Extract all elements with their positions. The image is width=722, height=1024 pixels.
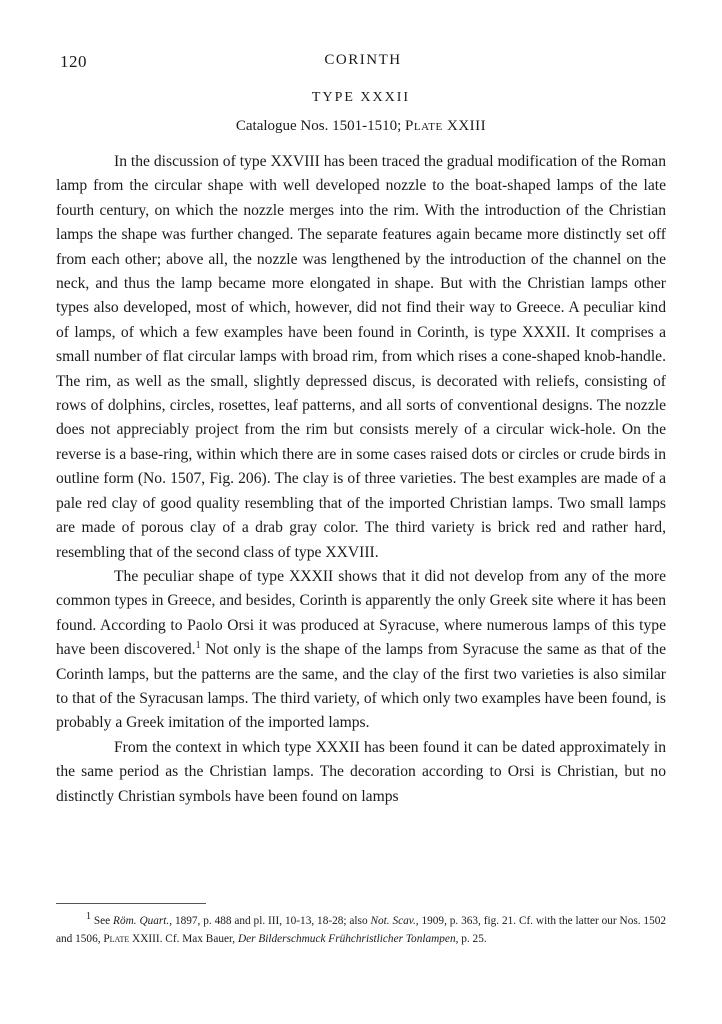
page-number: 120 [60,52,87,71]
running-title: CORINTH [324,52,402,68]
plate-reference: Plate XXIII [405,118,487,134]
footnote-plate-reference: Plate XXIII [103,933,160,945]
running-head [60,52,666,74]
catalogue-numbers: Catalogue Nos. 1501-1510; [235,118,406,134]
footnote-text-4: , p. 25. [455,933,487,945]
footnote-ref-rom-quart: Röm. Quart. [113,915,170,927]
body-text [56,150,666,809]
paragraph-3: From the context in which type XXXII has been found it can be dated approximately in the same period as the Christian lamps. The decoration according to Orsi is Christian, but no distinctly Christian symbols have been found on lamps [56,738,666,805]
catalogue-reference [0,118,722,135]
footnote-ref-not-scav: Not. Scav. [370,915,416,927]
paragraph-2 [56,565,666,736]
paragraph-2-text-b: Not only is the shape of the lamps from Syracuse the same as that of the Corinth lamps, but the patterns are the same, and the clay of the first two varieties is also similar to that of the Syracusan lamps. The third variety, of which only two examples have been found, is probably a Greek imitation of the imported lamps. [56,641,666,732]
footnotes [56,912,666,948]
footnote-number: 1 [86,911,91,923]
paragraph-2-text-a: The peculiar shape of type XXXII shows that it did not develop from any of the more common types in Greece, and besides, Corinth is apparently the only Greek site where it has been found. According to Paolo Orsi it was produced at Syracuse, where numerous lamps of this type have been discovered. [56,567,666,659]
paragraph-1: In the discussion of type XXVIII has been traced the gradual modification of the Roman lamp from the circular shape with well developed nozzle to the boat-shaped lamps of the late fourth century, on which the nozzle merges into the rim. With the introduction of the Christian lamps the shape was further changed. The separate features again became more distinctly set off from each other; above all, the nozzle was lengthened by the introduction of the channel on the neck, and thus the lamp became more elongated in shape. But with the Christian lamps other types also developed, most of which, however, did not find their way to Greece. A peculiar kind of lamps, of which a few examples have been found in Corinth, is type XXXII. It comprises a small number of flat circular lamps with broad rim, from which rises a cone-shaped knob-handle. The rim, as well as the small, slightly depressed discus, is decorated with reliefs, consisting of rows of dolphins, circles, rosettes, leaf patterns, and all sorts of conventional designs. The nozzle does not appreciably project from the rim but consists merely of a circular wick-hole. On the reverse is a base-ring, within which there are in some cases raised dots or circles or crude birds in outline form (No. 1507, Fig. 206). The clay is of three varieties. The best examples are made of a pale red clay of good quality resembling that of the imported Christian lamps. Two small lamps are made of porous clay of a drab gray color. The third variety is brick red and rather hard, resembling that of the second class of type XXVIII. [56,153,666,561]
footnote-text-1: , 1897, p. 488 and pl. III, 10-13, 18-28; also [169,915,371,927]
section-heading: TYPE XXXII [311,90,411,105]
footnote-see: See [91,915,114,927]
footnote-divider [56,903,206,904]
footnote-marker: 1 [195,639,201,651]
footnote-text-3: . Cf. Max Bauer, [159,933,238,945]
footnote-ref-bauer: Der Bilderschmuck Frühchristlicher Tonlampen [237,933,456,945]
footnote-1 [56,912,666,948]
footnote-text-2: , 1909, p. 363, fig. 21. Cf. with the latter our Nos. 1502 and 1506, [56,915,667,945]
